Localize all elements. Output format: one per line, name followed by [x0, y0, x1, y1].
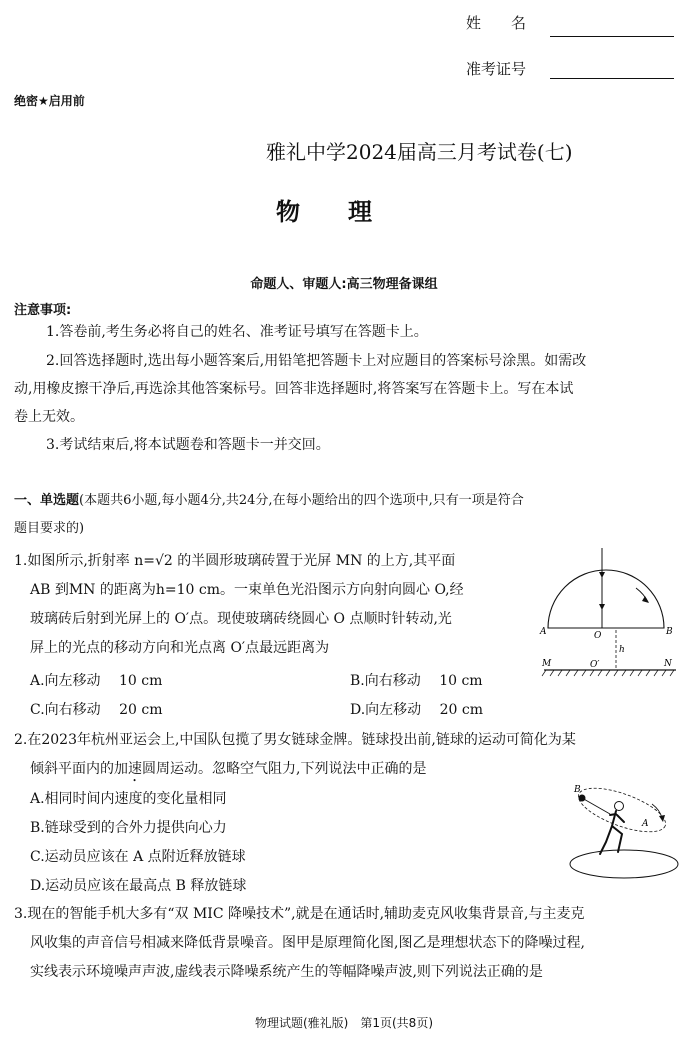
- q1-option-b[interactable]: B.向右移动 10 cm: [350, 673, 483, 689]
- throw-circle: [570, 850, 678, 878]
- label-b: B: [666, 627, 673, 637]
- q2-option-d[interactable]: D.运动员应该在最高点 B 释放链球: [30, 878, 247, 894]
- label-b: B: [574, 785, 581, 795]
- q1-option-d[interactable]: D.向左移动 20 cm: [350, 702, 484, 718]
- direction-arrow-icon: [659, 815, 665, 822]
- athlete-head: [615, 802, 624, 811]
- athlete-body: [600, 811, 624, 854]
- notice-item: 动,用橡皮擦干净后,再选涂其他答案标号。回答非选择题时,将答案写在答题卡上。写在本试: [14, 381, 574, 397]
- q3-line: 风收集的声音信号相减来降低背景噪音。图甲是原理简化图,图乙是理想状态下的降噪过程,: [30, 935, 585, 951]
- q1-option-a[interactable]: A.向左移动 10 cm: [30, 673, 163, 689]
- notice-heading: 注意事项:: [14, 303, 72, 318]
- screen-hatch: [542, 670, 674, 676]
- q1-line: 1.如图所示,折射率 n=√2 的半圆形玻璃砖置于光屏 MN 的上方,其平面: [14, 553, 456, 569]
- authors: 命题人、审题人:高三物理备课组: [250, 277, 438, 292]
- notice-item: 1.答卷前,考生务必将自己的姓名、准考证号填写在答题卡上。: [46, 324, 428, 340]
- id-label: 准考证号: [466, 60, 527, 78]
- label-a: A: [642, 819, 649, 829]
- ray-arrow-icon: [599, 604, 605, 610]
- section-heading: [14, 486, 678, 515]
- label-m: M: [542, 659, 552, 669]
- label-o: O: [594, 631, 602, 641]
- q2-option-b[interactable]: B.链球受到的合外力提供向心力: [30, 820, 227, 836]
- section-title: 一、单选题: [14, 493, 80, 508]
- subject-title: 物 理: [276, 198, 372, 226]
- id-field[interactable]: [550, 78, 674, 79]
- section-desc: (本题共6小题,每小题4分,共24分,在每小题给出的四个选项中,只有一项是符合: [79, 493, 524, 508]
- q3-line: 实线表示环境噪声声波,虚线表示降噪系统产生的等幅降噪声波,则下列说法正确的是: [30, 964, 543, 980]
- rotation-arrow-icon: [642, 596, 649, 603]
- label-h: h: [619, 645, 625, 655]
- section-desc-cont: 题目要求的): [14, 521, 85, 536]
- q2-option-c[interactable]: C.运动员应该在 A 点附近释放链球: [30, 849, 246, 865]
- q2-emphasis: 速: [128, 761, 142, 777]
- q2-line2-pre: 倾斜平面内的加: [30, 761, 128, 777]
- q1-line: 屏上的光点的移动方向和光点离 O′点最远距离为: [30, 640, 330, 656]
- secret-mark: 绝密★启用前: [14, 94, 85, 108]
- q2-option-a[interactable]: A.相同时间内速度的变化量相同: [30, 791, 227, 807]
- q2-line-2: [14, 755, 688, 785]
- name-label: 姓 名: [466, 14, 527, 32]
- q1-line: 玻璃砖后射到光屏上的 O′点。现使玻璃砖绕圆心 O 点顺时针转动,光: [30, 611, 452, 627]
- notice-item: 3.考试结束后,将本试题卷和答题卡一并交回。: [46, 437, 330, 453]
- notice-item: 2.回答选择题时,选出每小题答案后,用铅笔把答题卡上对应题目的答案标号涂黑。如需改: [46, 353, 587, 369]
- page-footer: 物理试题(雅礼版) 第1页(共8页): [255, 1016, 433, 1030]
- q2-line: 2.在2023年杭州亚运会上,中国队包揽了男女链球金牌。链球投出前,链球的运动可简化为某: [14, 732, 576, 748]
- hammer-wire: [582, 798, 610, 814]
- notice-item: 卷上无效。: [14, 409, 84, 425]
- q1-line: AB 到MN 的距离为h=10 cm。一束单色光沿图示方向射向圆心 O,经: [30, 582, 464, 598]
- label-n: N: [664, 659, 672, 669]
- q1-figure: [536, 544, 681, 680]
- name-field[interactable]: [550, 36, 674, 37]
- label-a: A: [540, 627, 547, 637]
- q1-option-c[interactable]: C.向右移动 20 cm: [30, 702, 163, 718]
- q2-figure: [566, 782, 680, 882]
- label-o-prime: O′: [590, 660, 600, 670]
- ray-arrow-icon: [599, 572, 605, 578]
- exam-title: 雅礼中学2024届高三月考试卷(七): [266, 140, 573, 164]
- ball-orbit: [573, 782, 670, 841]
- q2-line2-post: 圆周运动。忽略空气阻力,下列说法中正确的是: [142, 761, 427, 777]
- q3-line: 3.现在的智能手机大多有“双 MIC 降噪技术”,就是在通话时,辅助麦克风收集背景音,与主麦克: [14, 906, 585, 922]
